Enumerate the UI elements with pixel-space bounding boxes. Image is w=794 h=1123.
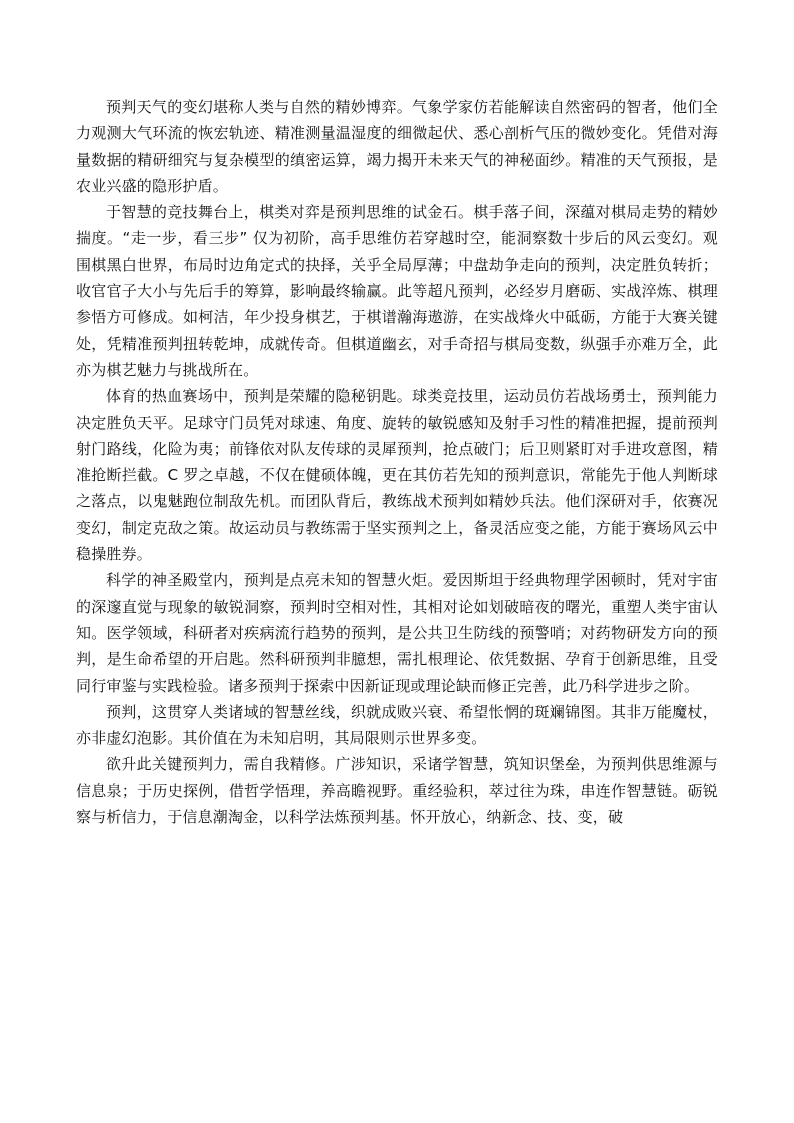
- essay-body: [76, 94, 718, 830]
- paragraph-science: 科学的神圣殿堂内，预判是点亮未知的智慧火炬。爱因斯坦于经典物理学困顿时，凭对宇宙的深邃直觉与现象的敏锐洞察，预判时空相对性，其相对论如划破暗夜的曙光，重塑人类宇宙认知。医学领域，科研者对疾病流行趋势的预判，是公共卫生防线的预警哨；对药物研发方向的预判，是生命希望的开启匙。然科研预判非臆想，需扎根理论、依凭数据、孕育于创新思维，且受同行审鉴与实践检验。诸多预判于探索中因新证现或理论缺而修正完善，此乃科学进步之阶。: [76, 571, 718, 695]
- paragraph-sports: 体育的热血赛场中，预判是荣耀的隐秘钥匙。球类竞技里，运动员仿若战场勇士，预判能力决定胜负天平。足球守门员凭对球速、角度、旋转的敏锐感知及射手习性的精准把握，提前预判射门路线，化险为夷；前锋依对队友传球的灵犀预判，抢点破门；后卫则紧盯对手进攻意图，精准抢断拦截。C 罗之卓越，不仅在健硕体魄，更在其仿若先知的预判意识，常能先于他人判断球之落点，以鬼魅跑位制敌先机。而团队背后，教练战术预判如精妙兵法。他们深研对手，依赛况变幻，制定克敌之策。故运动员与教练需于坚实预判之上，备灵活应变之能，方能于赛场风云中稳操胜券。: [76, 387, 718, 564]
- paragraph-chess: 于智慧的竞技舞台上，棋类对弈是预判思维的试金石。棋手落子间，深蕴对棋局走势的精妙揣度。“走一步，看三步” 仅为初阶，高手思维仿若穿越时空，能洞察数十步后的风云变幻。观围棋黑白世界，布局时边角定式的抉择，关乎全局厚薄；中盘劫争走向的预判，决定胜负转折；收官官子大小与先后手的筹算，影响最终输赢。此等超凡预判，必经岁月磨砺、实战淬炼、棋理参悟方可修成。如柯洁，年少投身棋艺，于棋谱瀚海遨游，在实战烽火中砥砺，方能于大赛关键处，凭精准预判扭转乾坤，成就传奇。但棋道幽玄，对手奇招与棋局变数，纵强手亦难万全，此亦为棋艺魅力与挑战所在。: [76, 203, 718, 379]
- paragraph-summary: 预判，这贯穿人类诸域的智慧丝线，织就成败兴衰、希望怅惘的斑斓锦图。其非万能魔杖，亦非虚幻泡影。其价值在为未知启明，其局限则示世界多变。: [76, 702, 718, 748]
- paragraph-improvement: 欲升此关键预判力，需自我精修。广涉知识，采诸学智慧，筑知识堡垒，为预判供思维源与信息泉；于历史探例，借哲学悟理，养高瞻视野。重经验积，萃过往为珠，串连作智慧链。砺锐察与析信力，于信息潮淘金，以科学法炼预判基。怀开放心，纳新念、技、变，破: [76, 755, 718, 827]
- paragraph-weather: 预判天气的变幻堪称人类与自然的精妙博弈。气象学家仿若能解读自然密码的智者，他们全力观测大气环流的恢宏轨迹、精准测量温湿度的细微起伏、悉心剖析气压的微妙变化。凭借对海量数据的精研细究与复杂模型的缜密运算，竭力揭开未来天气的神秘面纱。精准的天气预报，是农业兴盛的隐形护盾。: [76, 98, 718, 195]
